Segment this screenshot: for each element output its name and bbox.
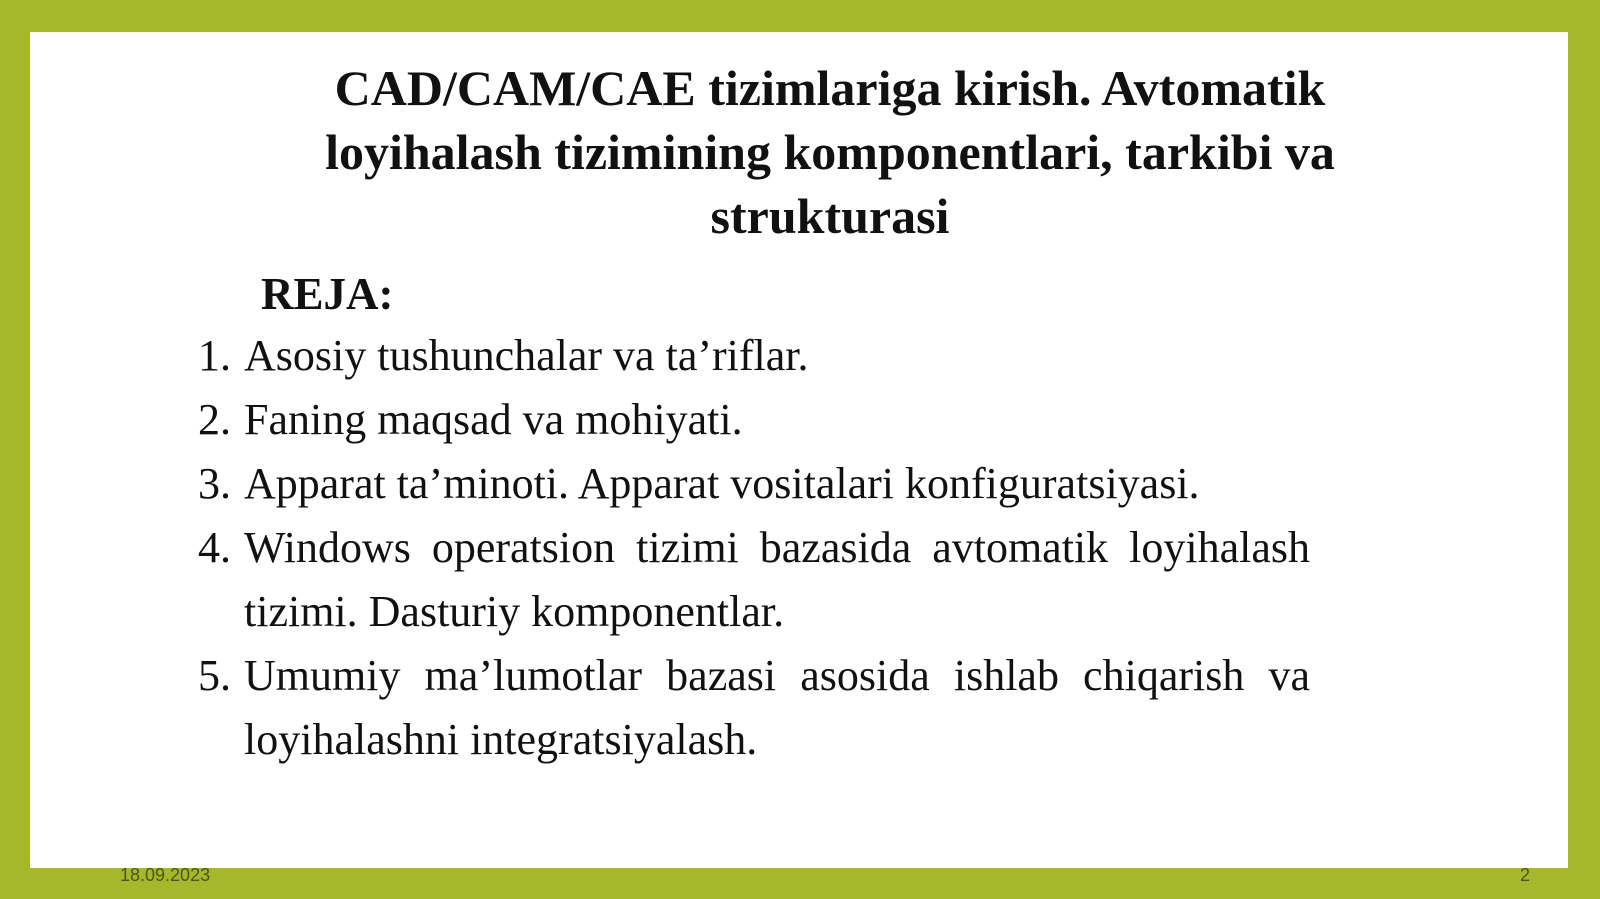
plan-item-number: 4. xyxy=(198,523,231,572)
plan-item-text: Apparat ta’minoti. Apparat vositalari konfiguratsiyasi. xyxy=(244,459,1200,508)
plan-item-number: 1. xyxy=(198,331,231,380)
plan-list xyxy=(198,324,1310,772)
plan-item-text: Umumiy ma’lumotlar bazasi asosida ishlab chiqarish va loyihalashni integratsiyalash. xyxy=(244,651,1310,764)
slide xyxy=(30,32,1568,868)
plan-item xyxy=(198,452,1310,516)
plan-item xyxy=(198,388,1310,452)
footer-date: 18.09.2023 xyxy=(120,865,211,885)
page-number: 2 xyxy=(1520,865,1531,885)
plan-item-number: 3. xyxy=(198,459,231,508)
plan-item xyxy=(198,324,1310,388)
plan-item-text: Faning maqsad va mohiyati. xyxy=(244,395,743,444)
plan-heading: REJA: xyxy=(261,269,394,319)
plan-item-text: Windows operatsion tizimi bazasida avtomatik loyihalash tizimi. Dasturiy komponentlar. xyxy=(244,523,1310,636)
plan-item xyxy=(198,516,1310,644)
plan-item-number: 5. xyxy=(198,651,231,700)
plan-item xyxy=(198,644,1310,772)
slide-title: CAD/CAM/CAE tizimlariga kirish. Avtomatik loyihalash tizimining komponentlari, tarkibi va strukturasi xyxy=(325,60,1335,244)
plan-item-number: 2. xyxy=(198,395,231,444)
plan-item-text: Asosiy tushunchalar va ta’riflar. xyxy=(244,331,809,380)
